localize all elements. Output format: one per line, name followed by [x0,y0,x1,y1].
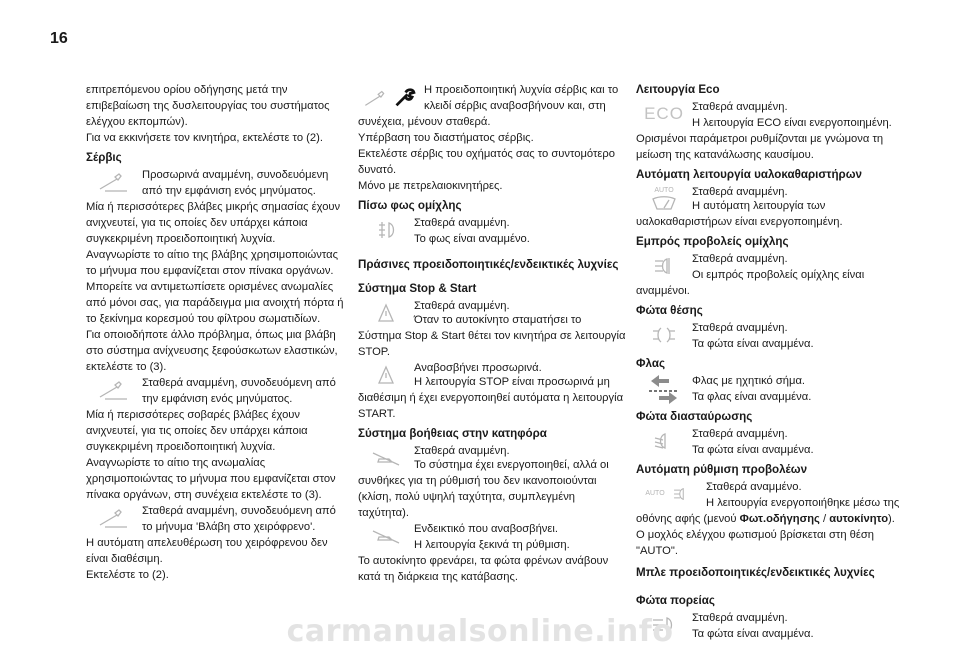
status-lead: Αναβοσβήνει προσωρινά. [414,362,542,374]
paragraph: Μόνο με πετρελαιοκινητήρες. [358,180,503,192]
paragraph: Υπέρβαση του διαστήματος σέρβις. [358,132,534,144]
hill-descent-entry-flashing [358,521,626,553]
status-lead: Σταθερά αναμμένη. [692,186,788,198]
service-icon [86,375,142,405]
column-middle [358,82,626,585]
front-fog-light-icon [636,251,692,281]
section-heading-auto-beam: Αυτόματη ρύθμιση προβολέων [636,463,808,476]
paragraph: Μία ή περισσότερες βλάβες μικρής σημασίας έχουν ανιχνευτεί, για τις οποίες δεν υπάρχει κάποια συγκεκριμένη προειδοποιητική λυχνία. [86,201,341,245]
status-lead: Σταθερά αναμμένη. [692,322,788,334]
status-body: Η λειτουργία ξεκινά τη ρύθμιση. [414,539,570,551]
watermark: carmanualsonline.info [286,614,674,649]
section-heading-green-lamps: Πράσινες προειδοποιητικές/ενδεικτικές λυχνίες [358,258,619,271]
eco-entry [636,99,904,131]
paragraph: Μπορείτε να αντιμετωπίσετε ορισμένες ανωμαλίες από μόνοι σας, για παράδειγμα μια ανοιχτή πόρτα ή το ξεκίνημα κορεσμού του φίλτρου σωματιδίων. [86,281,344,325]
status-lead: Ενδεικτικό που αναβοσβήνει. [414,523,558,535]
paragraph: Το σύστημα έχει ενεργοποιηθεί, αλλά οι συνθήκες για τη ρύθμισή του δεν ικανοποιούνται (κλίση, πολύ υψηλή ταχύτητα, συμπλεγμένη ταχύτητα). [358,459,609,519]
paragraph: Αναγνωρίστε το αίτιο της ανωμαλίας χρησιμοποιώντας το μήνυμα που εμφανίζεται στον πίνακα οργάνων, στη συνέχεια εκτελέστε το (3). [86,457,336,501]
auto-wipers-icon-text: AUTO [654,187,674,194]
status-lead: Σταθερά αναμμένη. [692,612,788,624]
status-lead: Σταθερά αναμμένη, συνοδευόμενη από την εμφάνιση ενός μηνύματος. [142,377,336,405]
menu-separator: / [819,513,830,525]
stop-start-icon [358,360,414,390]
paragraph: Το αυτοκίνητο φρενάρει, τα φώτα φρένων ανάβουν κατά τη διάρκεια της κατάβασης. [358,555,609,583]
service-icon [86,503,142,533]
rear-fog-light-icon [358,215,414,245]
section-heading-stop-start: Σύστημα Stop & Start [358,282,477,295]
page-number: 16 [50,30,68,47]
dipped-beam-icon [636,426,692,456]
dipped-beam-entry [636,426,904,458]
status-body: Οι εμπρός προβολείς ομίχλης είναι αναμμένοι. [636,269,865,297]
status-lead: Σταθερά αναμμένη. [692,428,788,440]
section-heading-eco: Λειτουργία Eco [636,83,720,96]
status-lead: Σταθερά αναμμένη. [414,445,510,457]
paragraph: Μία ή περισσότερες σοβαρές βλάβες έχουν ανιχνευτεί, για τις οποίες δεν υπάρχει κάποια συγκεκριμένη προειδοποιητική λυχνία. [86,409,308,453]
paragraph: Η αυτόματη λειτουργία των υαλοκαθαριστήρων είναι ενεργοποιημένη. [636,200,843,228]
menu-name: αυτοκίνητο [829,513,889,525]
paragraph: Ο μοχλός ελέγχου φωτισμού βρίσκεται στη θέση "AUTO". [636,529,874,557]
status-lead: Προσωρινά αναμμένη, συνοδευόμενη από την εμφάνιση ενός μηνύματος. [142,169,329,197]
front-fog-entry [636,251,904,299]
paragraph: Η λειτουργία STOP είναι προσωρινά μη διαθέσιμη ή έχει ενεργοποιηθεί αυτόματα η λειτουργία START. [358,376,624,420]
eco-icon [636,99,692,129]
turn-signal-arrows-icon [636,373,692,405]
hill-descent-icon [358,443,414,473]
status-body: Τα φλας είναι αναμμένα. [692,391,812,403]
sidelights-entry [636,320,904,352]
body-text: Η λειτουργία ενεργοποιήθηκε μέσω της οθόνης αφής (μενού [636,497,900,525]
section-heading-service: Σέρβις [86,151,122,164]
stop-start-icon [358,298,414,328]
section-heading-rear-fog: Πίσω φως ομίχλης [358,199,462,212]
service-entry-parking-brake [86,503,348,535]
section-heading-sidelights: Φώτα θέσης [636,304,703,317]
service-icon [86,167,142,197]
paragraph: Όταν το αυτοκίνητο σταματήσει το Σύστημα Stop & Start θέτει τον κινητήρα σε λειτουργία STOP. [358,314,626,358]
status-lead: Σταθερά αναμμένη. [414,217,510,229]
column-right [636,82,904,642]
status-lead: Σταθερά αναμμένη. [692,253,788,265]
status-lead: Η προειδοποιητική λυχνία σέρβις και το κλειδί σέρβις αναβοσβήνουν και, στη συνέχεια, μένουν σταθερά. [358,84,619,128]
auto-wipers-icon [636,184,692,214]
status-body: Τα φώτα είναι αναμμένα. [692,628,814,640]
rear-fog-entry [358,215,626,247]
indicators-entry [636,373,904,405]
paragraph: Εκτελέστε σέρβις του οχήματός σας το συντομότερο δυνατό. [358,148,615,176]
paragraph: επιτρεπόμενου ορίου οδήγησης μετά την επιβεβαίωση της δυσλειτουργίας του συστήματος ελέγχου εκπομπών). [86,84,330,128]
section-heading-front-fog: Εμπρός προβολείς ομίχλης [636,235,789,248]
status-lead: Σταθερά αναμμένη. [414,300,510,312]
section-heading-main-beam: Φώτα πορείας [636,594,715,607]
section-heading-indicators: Φλας [636,357,665,370]
status-lead: Σταθερά αναμμένο. [706,481,802,493]
paragraph: Για να εκκινήσετε τον κινητήρα, εκτελέστε το (2). [86,132,323,144]
paragraph: Η αυτόματη απελευθέρωση του χειρόφρενου δεν είναι διαθέσιμη. [86,537,328,565]
auto-beam-entry [636,479,904,527]
auto-beam-icon [636,479,706,509]
section-heading-blue-lamps: Μπλε προειδοποιητικές/ενδεικτικές λυχνίες [636,566,875,579]
section-heading-hill-descent: Σύστημα βοήθειας στην κατηφόρα [358,427,547,440]
wrench-entry [358,82,626,130]
status-lead: Σταθερά αναμμένη, συνοδευόμενη από το μήνυμα 'Βλάβη στο χειρόφρενο'. [142,505,336,533]
status-body: Το φως είναι αναμμένο. [414,233,530,245]
sidelights-icon [636,320,692,350]
service-entry-fixed [86,375,348,407]
status-lead: Σταθερά αναμμένη. [692,101,788,113]
column-left [86,82,348,583]
service-entry-temporary [86,167,348,199]
menu-name: Φωτ.οδήγησης [739,513,820,525]
body-text: ). [888,513,895,525]
paragraph: Αναγνωρίστε το αίτιο της βλάβης χρησιμοποιώντας το μήνυμα που εμφανίζεται στον πίνακα οργάνων. [86,249,338,277]
paragraph: Για οποιοδήποτε άλλο πρόβλημα, όπως μια βλάβη στο σύστημα ανίχνευσης ξεφούσκωτων ελαστικών, εκτελέστε το (3). [86,329,338,373]
section-heading-auto-wipers: Αυτόματη λειτουργία υαλοκαθαριστήρων [636,168,862,181]
status-body: Τα φώτα είναι αναμμένα. [692,444,814,456]
section-heading-dipped-beam: Φώτα διασταύρωσης [636,410,753,423]
status-body: Η λειτουργία ECO είναι ενεργοποιημένη. [692,117,892,129]
hill-descent-icon [358,521,414,551]
status-lead: Φλας με ηχητικό σήμα. [692,375,806,387]
auto-beam-icon-text: AUTO [645,490,665,497]
paragraph: Εκτελέστε το (2). [86,569,169,581]
eco-icon-text: ECO [644,104,684,123]
paragraph: Ορισμένοι παράμετροι ρυθμίζονται με γνώμονα τη μείωση της κατανάλωσης καυσίμου. [636,133,884,161]
wrench-icon [358,82,424,114]
status-body: Τα φώτα είναι αναμμένα. [692,338,814,350]
